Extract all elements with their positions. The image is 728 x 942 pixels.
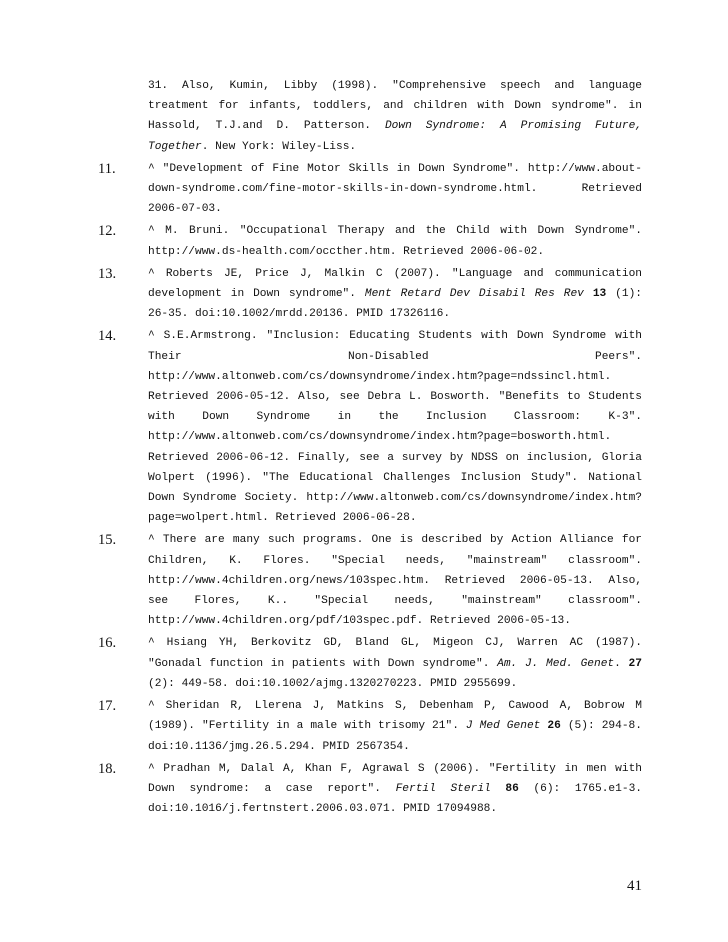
reference-text: ^ Hsiang YH, Berkovitz GD, Bland GL, Migeon CJ, Warren AC (1987). "Gonadal function in patients with Down syndrome". Am. J. Med. Genet. 27 (2): 449-58. doi:10.1002/ajmg.1320270223. PMID 2955699. [148, 637, 642, 690]
reference-15 [98, 530, 642, 631]
reference-number: 18. [98, 760, 117, 777]
volume: 26 [547, 720, 561, 733]
journal-name: Fertil Steril [395, 782, 491, 795]
reference-13 [98, 264, 643, 325]
volume: 86 [505, 782, 519, 795]
reference-continuation [101, 76, 642, 157]
reference-number: 15. [98, 532, 117, 549]
journal-name: Am. J. Med. Genet [497, 657, 615, 670]
reference-14 [98, 326, 642, 528]
reference-number: 17. [98, 698, 117, 715]
reference-12 [98, 221, 642, 261]
reference-18 [98, 759, 642, 820]
reference-number: 14. [98, 328, 117, 345]
reference-16 [98, 633, 642, 694]
reference-text: ^ S.E.Armstrong. "Inclusion: Educating Students with Down Syndrome with Their Non-Disabled Peers". http://www.altonweb.com/cs/downsyndrome/index.htm?page=ndssincl.html. Retrieved 2006-05-12. Also, see Debra L. Bosworth. "Benefits to Students with Down Syndrome in the Inclusion Classroom: K-3". http://www.altonweb.com/cs/downsyndrome/index.htm?page=bosworth.html. Retrieved 2006-06-12. Finally, see a survey by NDSS on inclusion, Gloria Wolpert (1996). "The Educational Challenges Inclusion Study". National Down Syndrome Society. http://www.altonweb.com/cs/downsyndrome/index.htm?page=wolpert.html. Retrieved 2006-06-28. [148, 330, 642, 525]
reference-text: ^ Roberts JE, Price J, Malkin C (2007). "Language and communication development in Down syndrome". Ment Retard Dev Disabil Res Rev 13 (1): 26-35. doi:10.1002/mrdd.20136. PMID 17326116. [148, 267, 643, 321]
reference-list [98, 76, 643, 821]
reference-11 [98, 159, 642, 220]
journal-name: Ment Retard Dev Disabil Res Rev [364, 288, 584, 301]
volume: 27 [628, 657, 642, 670]
reference-text: ^ Sheridan R, Llerena J, Matkins S, Debenham P, Cawood A, Bobrow M (1989). "Fertility in a male with trisomy 21". J Med Genet 26 (5): 294-8. doi:10.1136/jmg.26.5.294. PMID 2567354. [148, 700, 642, 753]
journal-name: J Med Genet [465, 720, 541, 733]
page-number: 41 [627, 878, 642, 894]
reference-text: ^ "Development of Fine Motor Skills in Down Syndrome". http://www.about-down-syndrome.com/fine-motor-skills-in-down-syndrome.html. Retrieved 2006-07-03. [148, 162, 642, 216]
reference-text: 31. Also, Kumin, Libby (1998). "Comprehensive speech and language treatment for infants, toddlers, and children with Down syndrome". in Hassold, T.J.and D. Patterson. Down Syndrome: A Promising Future, Together. New York: Wiley-Liss. [148, 80, 643, 153]
reference-17 [98, 696, 642, 757]
reference-text: ^ There are many such programs. One is described by Action Alliance for Children, K. Flores. "Special needs, "mainstream" classroom". http://www.4children.org/news/103spec.htm. Retrieved 2006-05-13. Also, see Flores, K.. "Special needs, "mainstream" classroom". http://www.4children.org/pdf/103spec.pdf. Retrieved 2006-05-13. [148, 534, 642, 628]
reference-number: 11. [98, 160, 116, 177]
reference-number: 16. [98, 635, 117, 652]
reference-number: 13. [98, 265, 117, 282]
reference-text: ^ Pradhan M, Dalal A, Khan F, Agrawal S (2006). "Fertility in men with Down syndrome: a case report". Fertil Steril 86 (6): 1765.e1-3. doi:10.1016/j.fertnstert.2006.03.071. PMID 17094988. [148, 762, 642, 816]
volume: 13 [592, 288, 607, 301]
reference-text: ^ M. Bruni. "Occupational Therapy and the Child with Down Syndrome". http://www.ds-health.com/occther.htm. Retrieved 2006-06-02. [148, 225, 642, 258]
reference-number: 12. [98, 223, 117, 240]
